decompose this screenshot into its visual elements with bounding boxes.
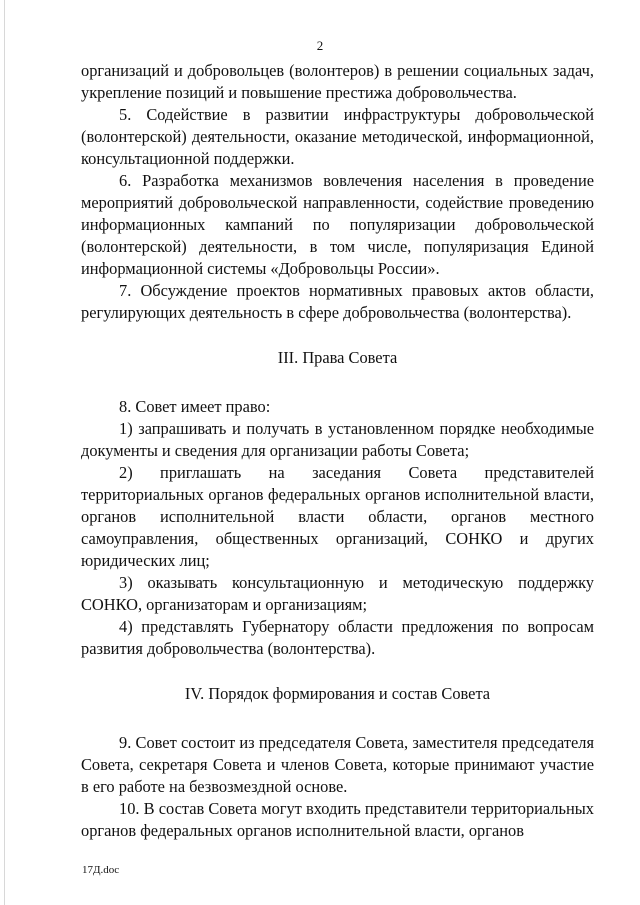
paragraph-item-10: 10. В состав Совета могут входить представители территориальных органов федеральных органов исполнительной власти, органов bbox=[81, 799, 594, 840]
paragraph-item-8: 8. Совет имеет право: bbox=[119, 397, 271, 416]
paragraph-item-5: 5. Содействие в развитии инфраструктуры добровольческой (волонтерской) деятельности, оказание методической, информационной, консультационной поддержки. bbox=[81, 105, 594, 168]
paragraph-item-7: 7. Обсуждение проектов нормативных правовых актов области, регулирующих деятельность в сфере добровольчества (волонтерства). bbox=[81, 281, 594, 322]
paragraph-continuation: организаций и добровольцев (волонтеров) в решении социальных задач, укрепление позиций и повышение престижа добровольчества. bbox=[81, 61, 594, 102]
file-name-footer: 17Д.doc bbox=[82, 864, 120, 876]
paragraph-subitem-3: 3) оказывать консультационную и методическую поддержку СОНКО, организаторам и организациям; bbox=[81, 573, 594, 614]
paragraph-subitem-2: 2) приглашать на заседания Совета представителей территориальных органов федеральных органов исполнительной власти, органов исполнительной власти области, органов местного самоуправления, общественных организаций, СОНКО и других юридических лиц; bbox=[81, 463, 594, 570]
document-body bbox=[81, 60, 594, 842]
paragraph-subitem-4: 4) представлять Губернатору области предложения по вопросам развития добровольчества (волонтерства). bbox=[81, 617, 594, 658]
section-heading-rights: III. Права Совета bbox=[277, 348, 398, 367]
section-heading-composition: IV. Порядок формирования и состав Совета bbox=[184, 684, 491, 703]
paragraph-item-6: 6. Разработка механизмов вовлечения населения в проведение мероприятий добровольческой направленности, содействие проведению информационных кампаний по популяризации добровольческой (волонтерской) деятельности, в том числе, популяризация Единой информационной системы «Добровольцы России». bbox=[81, 171, 594, 278]
scan-edge-line bbox=[4, 0, 5, 905]
paragraph-subitem-1: 1) запрашивать и получать в установленном порядке необходимые документы и сведения для организации работы Совета; bbox=[81, 419, 594, 460]
paragraph-item-9: 9. Совет состоит из председателя Совета, заместителя председателя Совета, секретаря Совета и членов Совета, которые принимают участие в его работе на безвозмездной основе. bbox=[81, 733, 594, 796]
page-number: 2 bbox=[316, 38, 324, 53]
